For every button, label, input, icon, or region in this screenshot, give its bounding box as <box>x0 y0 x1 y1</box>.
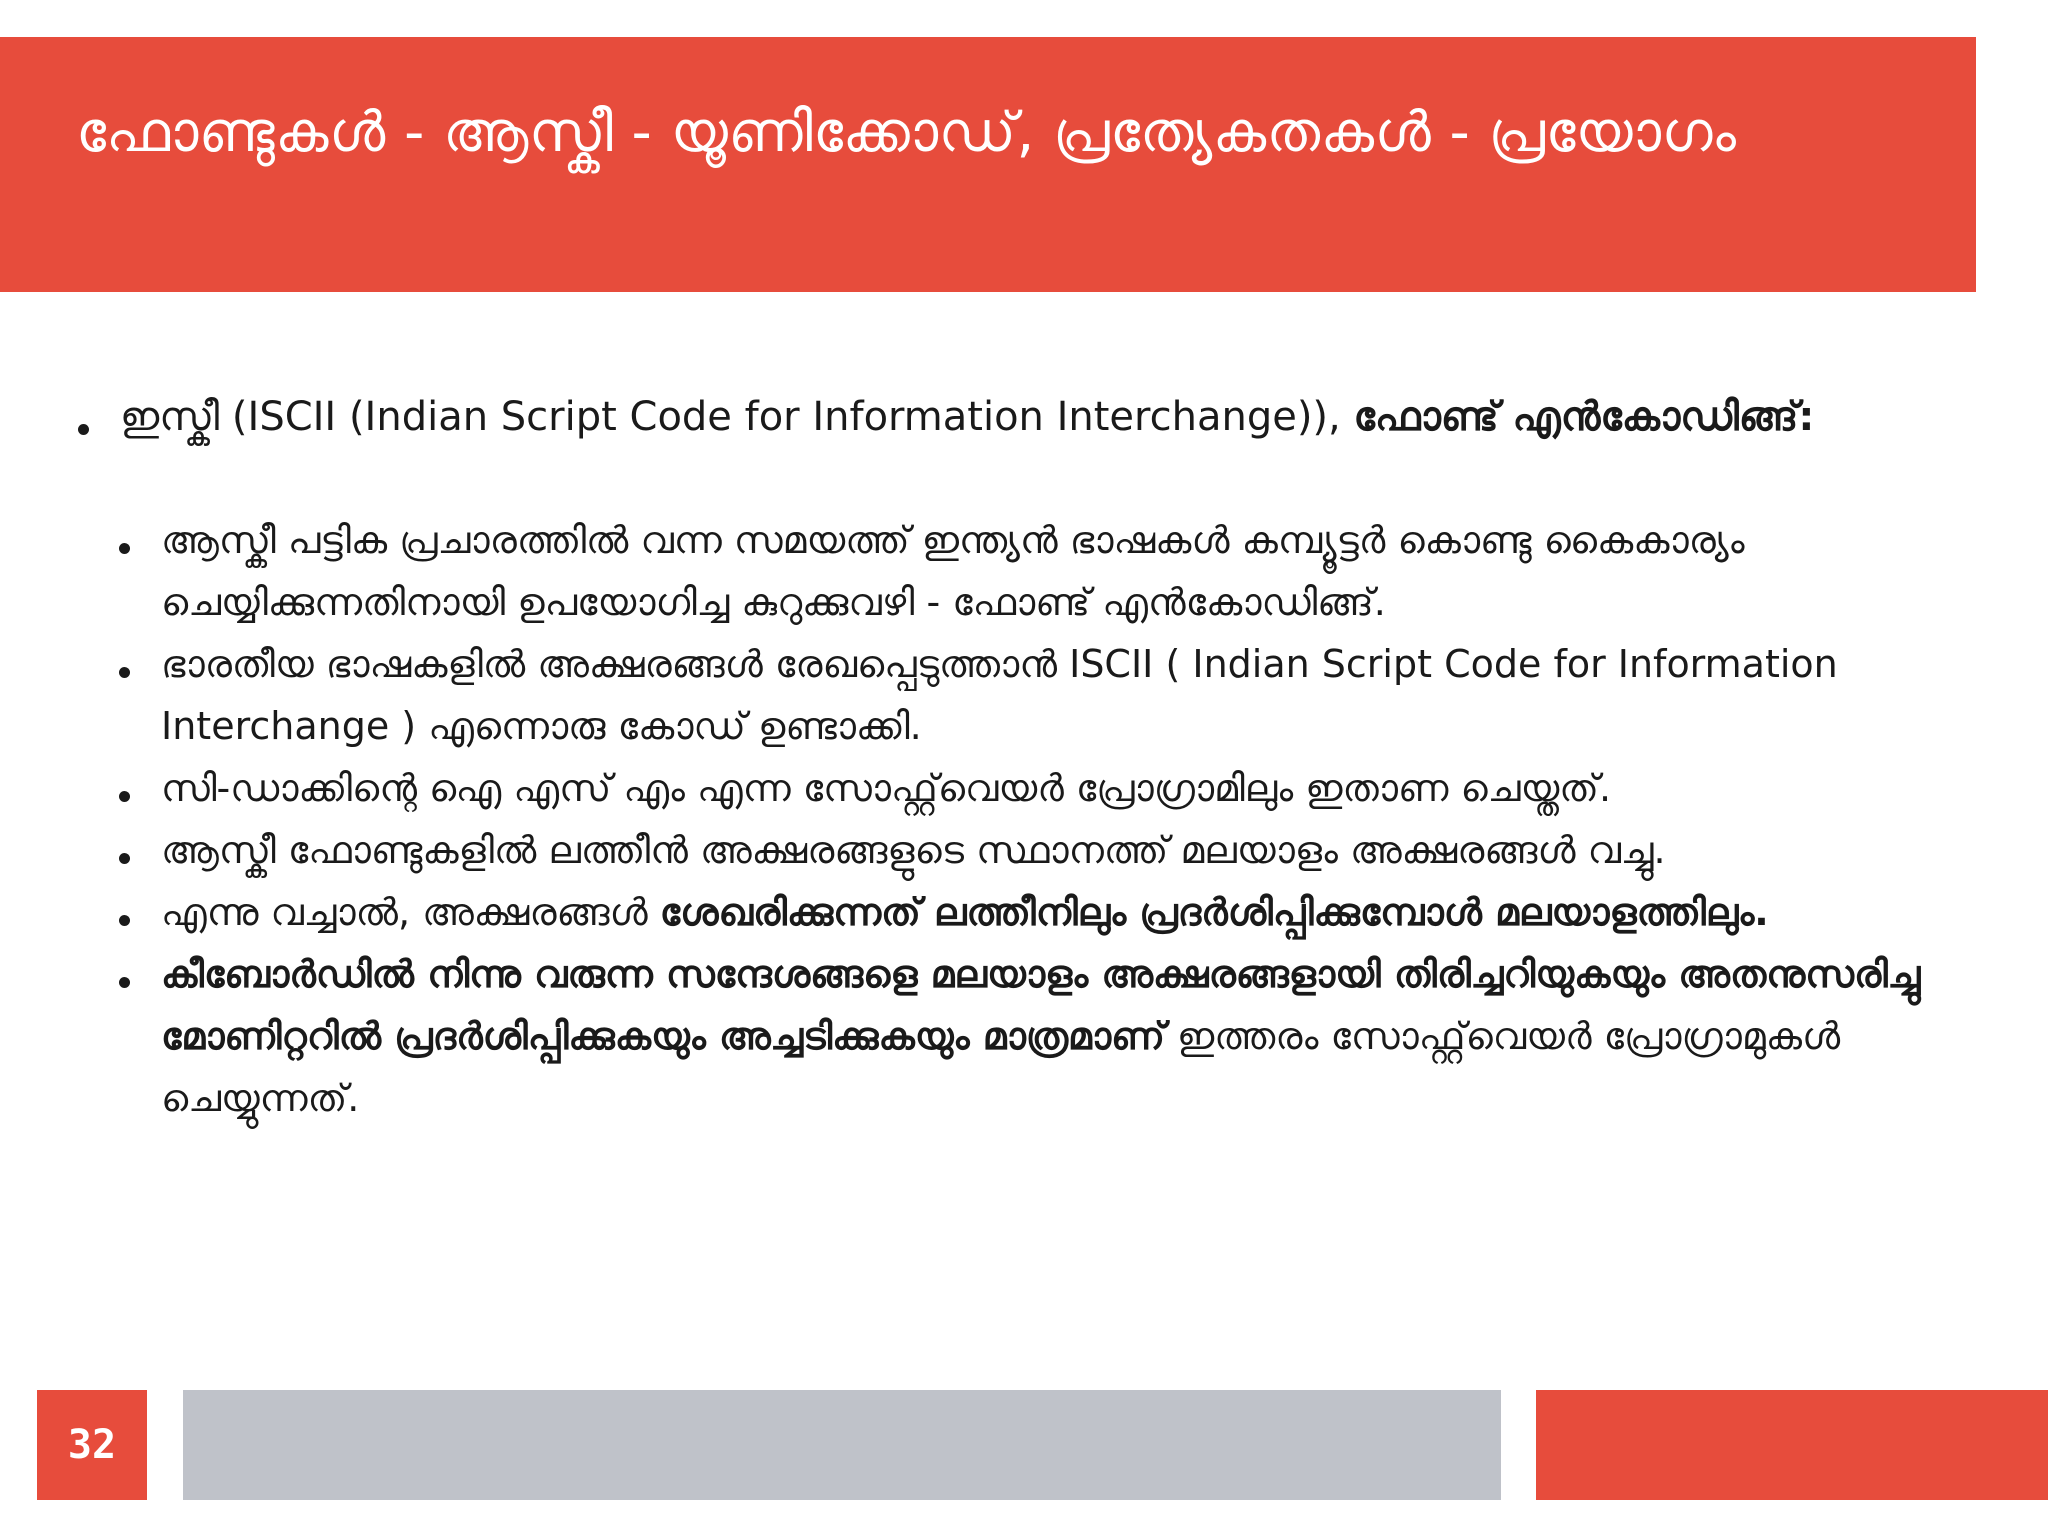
bullet-list <box>70 385 1970 1129</box>
sub-bullet-3 <box>113 757 1970 819</box>
sub-bullet-list <box>113 509 1970 1129</box>
sub-bullet-bold: ശേഖരിക്കുന്നത് ലത്തീനിലും പ്രദർശിപ്പിക്കുമ്പോൾ മലയാളത്തിലും. <box>659 890 1769 934</box>
sub-bullet-2 <box>113 633 1970 757</box>
footer-accent-bar <box>1536 1390 2048 1500</box>
sub-bullet-text: ആസ്കീ പട്ടിക പ്രചാരത്തിൽ വന്ന സമയത്ത് ഇന്ത്യൻ ഭാഷകൾ കമ്പ്യൂട്ടർ കൊണ്ടു കൈകാര്യം ചെയ്യിക്കുന്നതിനായി ഉപയോഗിച്ച കുറുക്കുവഴി - ഫോണ്ട് എൻകോഡിങ്ങ്. <box>161 518 1745 624</box>
sub-bullet-bold: കീബോർഡിൽ നിന്നു വരുന്ന സന്ദേശങ്ങളെ മലയാളം അക്ഷരങ്ങളായി തിരിച്ചറിയുകയും അതനുസരിച്ചു മോണിറ്ററിൽ പ്രദർശിപ്പിക്കുകയും അച്ചടിക്കുകയും മാത്രമാണ് <box>161 952 1921 1058</box>
main-bullet-text: ഇസ്കീ (ISCII (Indian Script Code for Information Interchange)), <box>120 394 1354 440</box>
main-bullet-bold: ഫോണ്ട് എൻകോഡിങ്ങ്: <box>1353 394 1815 440</box>
sub-bullet-text: ഭാരതീയ ഭാഷകളിൽ അക്ഷരങ്ങൾ രേഖപ്പെടുത്താൻ ISCII ( Indian Script Code for Information Interchange ) എന്നൊരു കോഡ് ഉണ്ടാക്കി. <box>161 642 1838 748</box>
main-bullet <box>70 385 1970 1129</box>
sub-bullet-text: സി-ഡാക്കിന്റെ ഐ എസ് എം എന്ന സോഫ്റ്റ്‌വെയർ പ്രോഗ്രാമിലും ഇതാണ ചെയ്തത്. <box>161 766 1612 810</box>
slide-title: ഫോണ്ടുകൾ - ആസ്കീ - യൂണിക്കോഡ്, പ്രത്യേകതകൾ - പ്രയോഗം <box>76 100 1737 165</box>
title-bar <box>0 37 1976 292</box>
sub-bullet-text: ഇത്തരം സോഫ്റ്റ്‌വെയർ പ്രോഗ്രാമുകൾ ചെയ്യുന്നത്. <box>161 1014 1841 1120</box>
sub-bullet-6 <box>113 943 1970 1129</box>
slide-content <box>70 385 1970 1129</box>
footer-gray-bar <box>183 1390 1501 1500</box>
sub-bullet-text: എന്നു വച്ചാൽ, അക്ഷരങ്ങൾ <box>161 890 660 934</box>
sub-bullet-text: ആസ്കീ ഫോണ്ടുകളിൽ ലത്തീൻ അക്ഷരങ്ങളുടെ സ്ഥാനത്ത് മലയാളം അക്ഷരങ്ങൾ വച്ചു. <box>161 828 1666 872</box>
sub-bullet-4 <box>113 819 1970 881</box>
page-number: 32 <box>37 1390 147 1500</box>
sub-bullet-5 <box>113 881 1970 943</box>
sub-bullet-1 <box>113 509 1970 633</box>
